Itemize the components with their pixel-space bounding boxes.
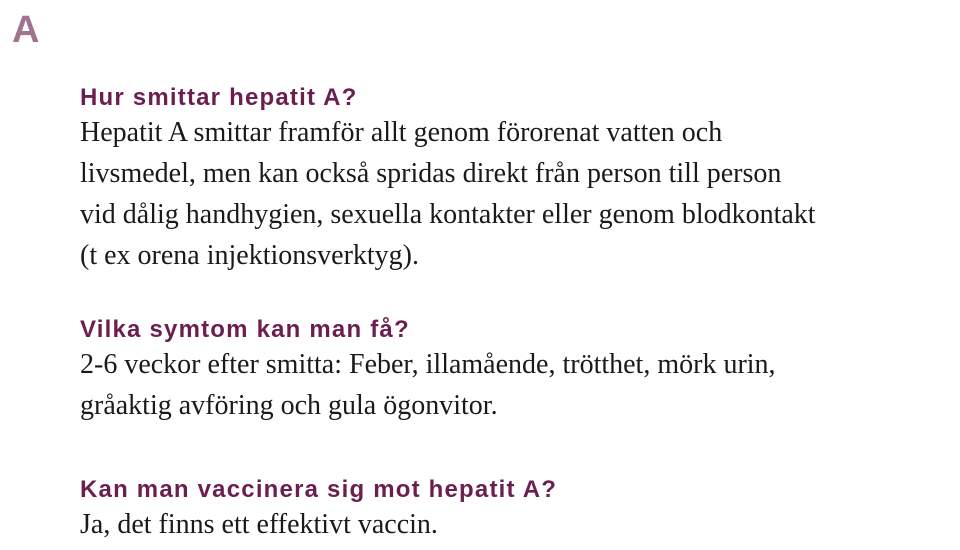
answer-text bbox=[80, 504, 958, 545]
answer-line: Ja, det finns ett effektivt vaccin. bbox=[80, 509, 438, 540]
answer-line: (t ex orena injektionsverktyg). bbox=[80, 240, 420, 271]
faq-section-symptoms bbox=[80, 316, 958, 426]
answer-line: 2-6 veckor efter smitta: Feber, illamående, trötthet, mörk urin, bbox=[80, 349, 776, 380]
answer-text bbox=[80, 112, 958, 276]
faq-section-vaccination bbox=[80, 476, 958, 545]
answer-text bbox=[80, 344, 958, 426]
answer-line: vid dålig handhygien, sexuella kontakter eller genom blodkontakt bbox=[80, 199, 816, 230]
answer-line: gråaktig avföring och gula ögonvitor. bbox=[80, 390, 498, 421]
answer-line: livsmedel, men kan också spridas direkt från person till person bbox=[80, 158, 782, 189]
question-heading: Kan man vaccinera sig mot hepatit A? bbox=[80, 476, 558, 503]
question-heading: Hur smittar hepatit A? bbox=[80, 84, 358, 111]
question-heading: Vilka symtom kan man få? bbox=[80, 316, 410, 343]
answer-line: Hepatit A smittar framför allt genom förorenat vatten och bbox=[80, 117, 723, 148]
faq-section-transmission bbox=[80, 84, 958, 276]
section-letter: A bbox=[12, 9, 40, 51]
